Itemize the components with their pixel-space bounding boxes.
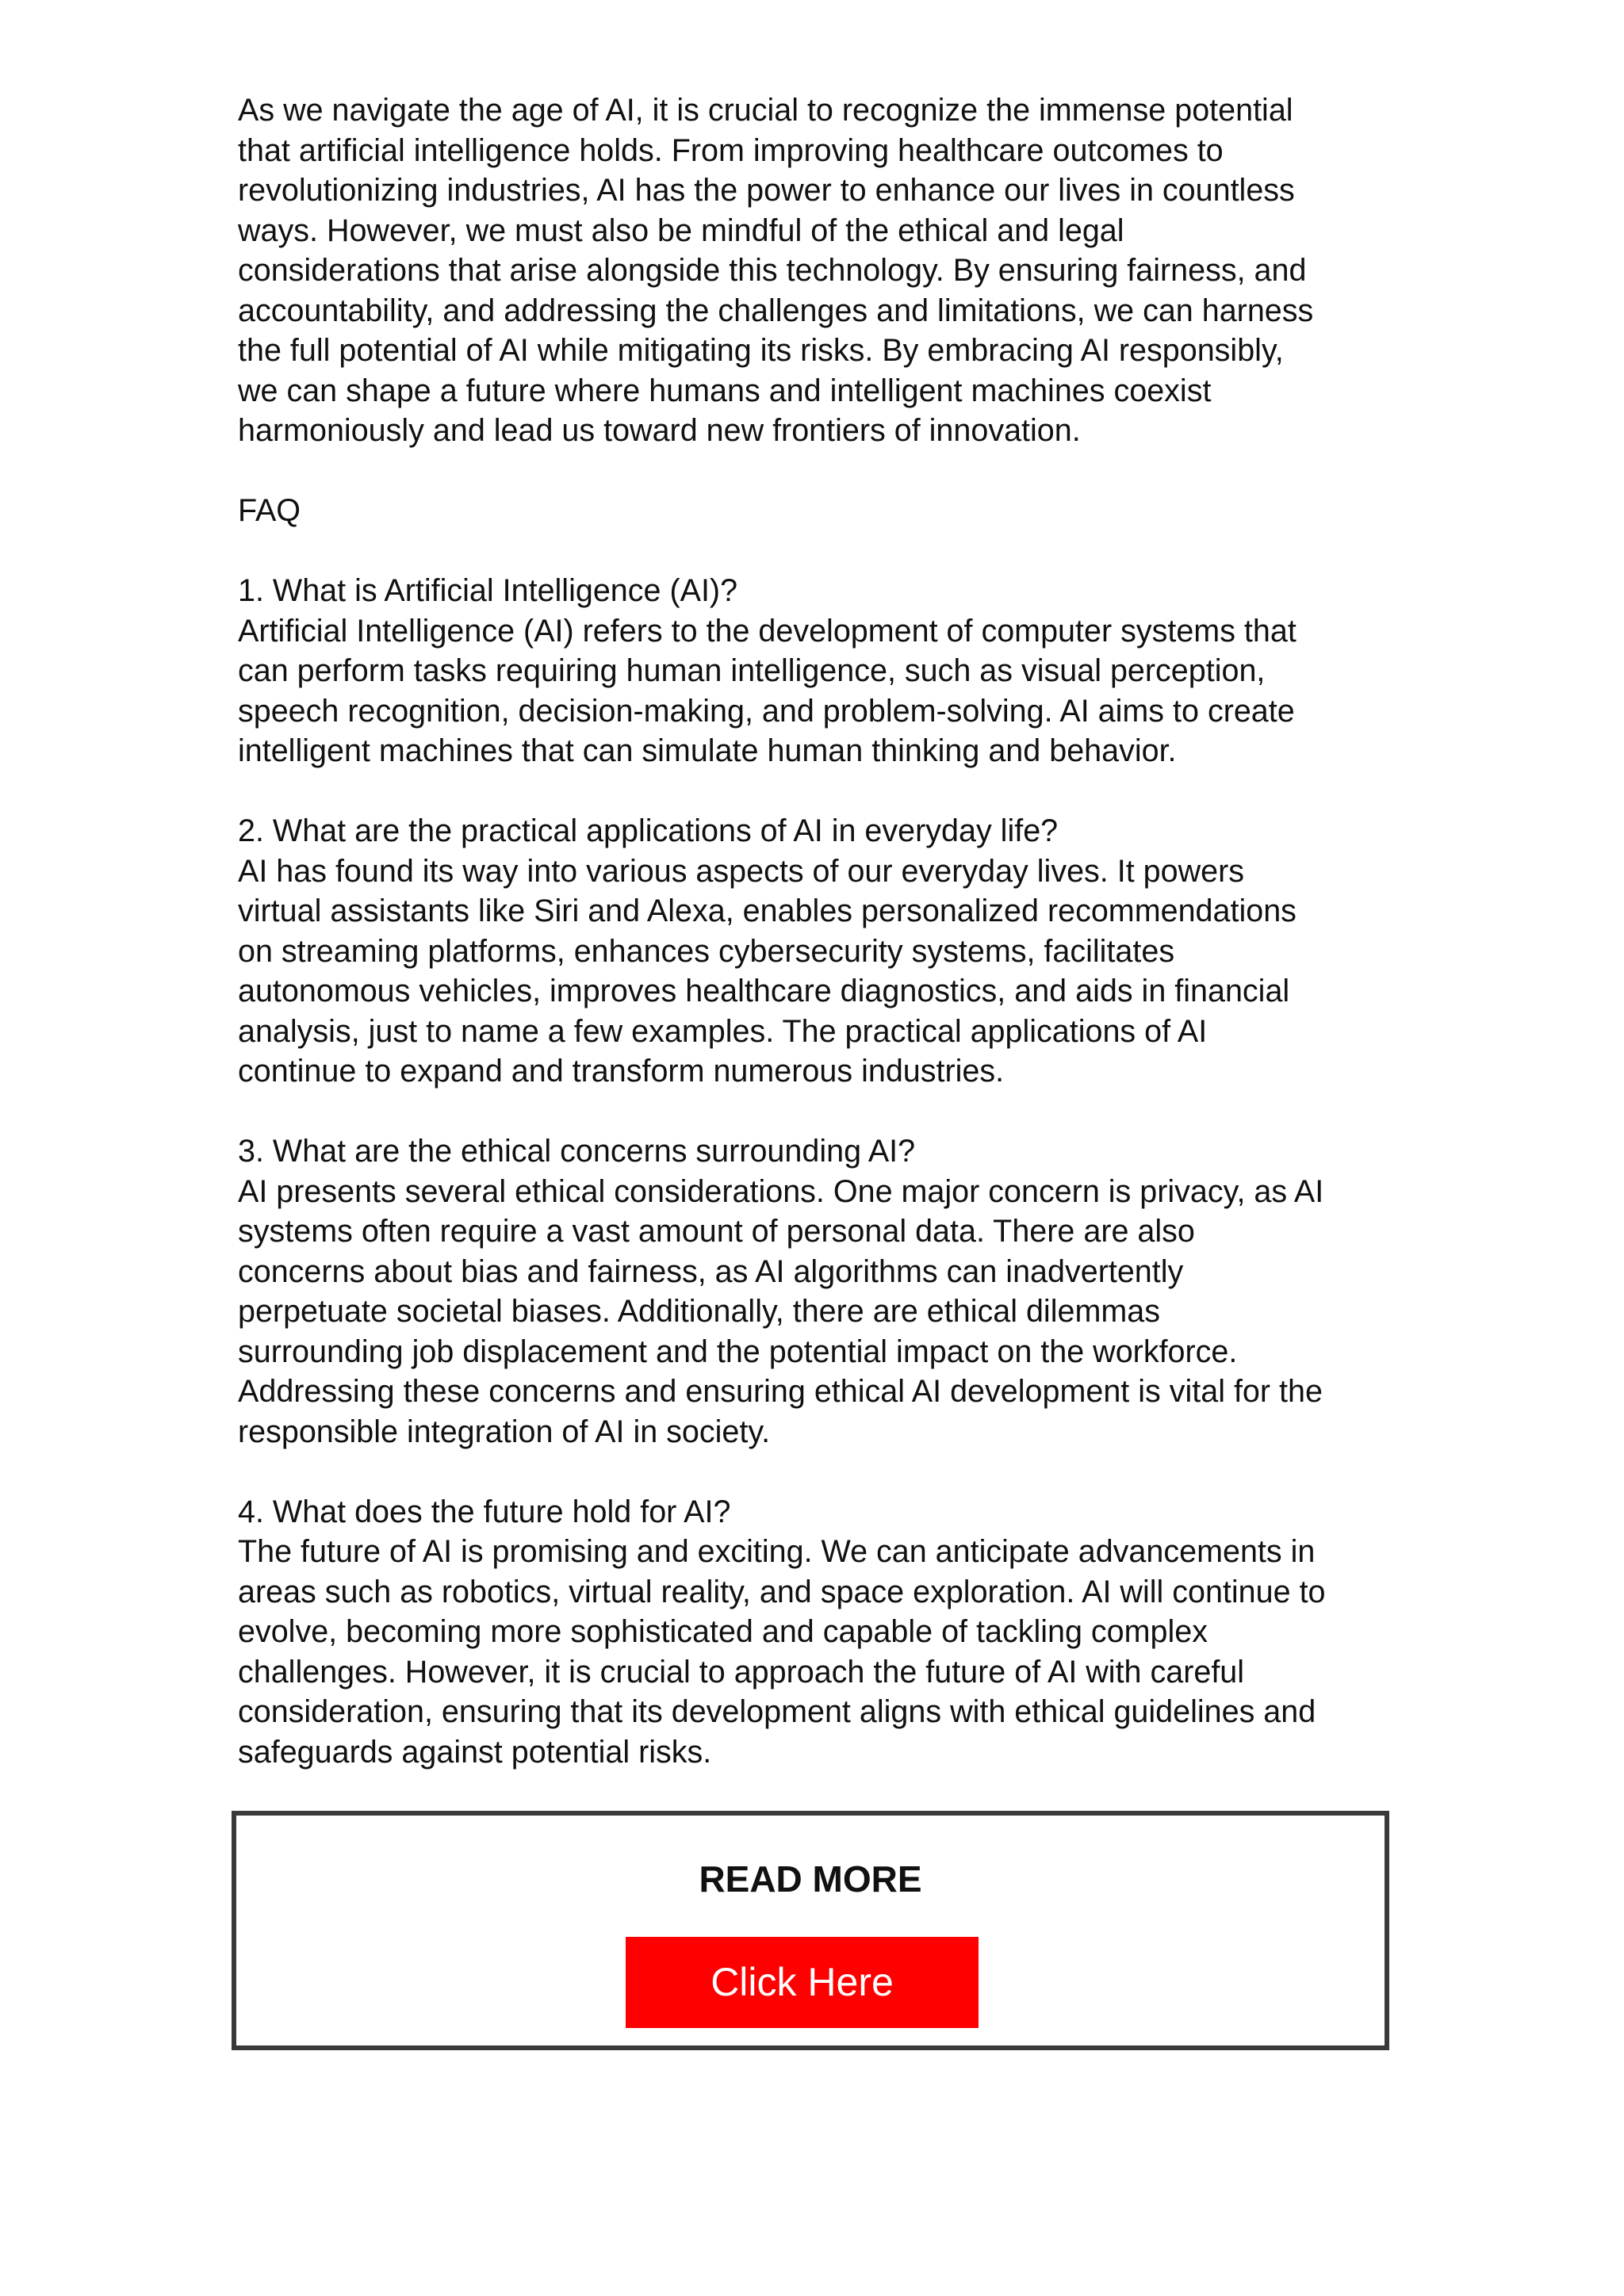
faq-answer-line: perpetuate societal biases. Additionally, there are ethical dilemmas bbox=[238, 1294, 1160, 1329]
spacer bbox=[238, 531, 1396, 572]
faq-answer-line: responsible integration of AI in society. bbox=[238, 1414, 771, 1449]
faq-answer-line: concerns about bias and fairness, as AI algorithms can inadvertently bbox=[238, 1253, 1184, 1289]
intro-line: accountability, and addressing the challenges and limitations, we can harness bbox=[238, 293, 1314, 328]
faq-question: 4. What does the future hold for AI? bbox=[238, 1494, 731, 1529]
faq-answer-line: The future of AI is promising and exciting. We can anticipate advancements in bbox=[238, 1534, 1316, 1569]
faq-question: 1. What is Artificial Intelligence (AI)? bbox=[238, 573, 738, 608]
intro-line: the full potential of AI while mitigating its risks. By embracing AI responsibly, bbox=[238, 333, 1284, 368]
faq-answer-line: AI has found its way into various aspects of our everyday lives. It powers bbox=[238, 853, 1244, 889]
intro-line: harmoniously and lead us toward new frontiers of innovation. bbox=[238, 413, 1081, 448]
intro-line: we can shape a future where humans and intelligent machines coexist bbox=[238, 373, 1212, 408]
click-here-button[interactable]: Click Here bbox=[626, 1937, 979, 2028]
spacer bbox=[238, 451, 1396, 492]
faq-item-1 bbox=[238, 571, 1396, 771]
faq-heading: FAQ bbox=[238, 493, 301, 528]
faq-answer-line: safeguards against potential risks. bbox=[238, 1734, 712, 1770]
faq-answer-line: virtual assistants like Siri and Alexa, enables personalized recommendations bbox=[238, 894, 1297, 928]
faq-item-2 bbox=[238, 811, 1396, 1092]
faq-answer-line: Artificial Intelligence (AI) refers to the development of computer systems that bbox=[238, 613, 1297, 649]
faq-answer-line: speech recognition, decision-making, and problem-solving. AI aims to create bbox=[238, 693, 1295, 729]
faq-question: 3. What are the ethical concerns surrounding AI? bbox=[238, 1134, 916, 1169]
intro-line: that artificial intelligence holds. From improving healthcare outcomes to bbox=[238, 132, 1224, 168]
faq-answer-line: can perform tasks requiring human intelligence, such as visual perception, bbox=[238, 653, 1266, 688]
faq-answer-line: evolve, becoming more sophisticated and capable of tackling complex bbox=[238, 1614, 1208, 1649]
read-more-box bbox=[232, 1811, 1389, 2050]
spacer bbox=[238, 1092, 1396, 1132]
intro-line: As we navigate the age of AI, it is crucial to recognize the immense potential bbox=[238, 93, 1293, 128]
faq-item-4 bbox=[238, 1492, 1396, 1773]
faq-answer-line: areas such as robotics, virtual reality, and space exploration. AI will continue to bbox=[238, 1574, 1326, 1609]
faq-item-3 bbox=[238, 1131, 1396, 1452]
faq-question: 2. What are the practical applications of AI in everyday life? bbox=[238, 813, 1059, 848]
article-body bbox=[238, 90, 1396, 1772]
spacer bbox=[238, 771, 1396, 812]
intro-line: ways. However, we must also be mindful of the ethical and legal bbox=[238, 212, 1124, 248]
faq-answer-line: surrounding job displacement and the potential impact on the workforce. bbox=[238, 1334, 1238, 1369]
spacer bbox=[238, 1452, 1396, 1492]
intro-line: considerations that arise alongside this technology. By ensuring fairness, and bbox=[238, 253, 1307, 288]
faq-answer-line: AI presents several ethical considerations. One major concern is privacy, as AI bbox=[238, 1173, 1324, 1209]
faq-answer-line: systems often require a vast amount of personal data. There are also bbox=[238, 1214, 1195, 1249]
faq-answer-line: intelligent machines that can simulate human thinking and behavior. bbox=[238, 733, 1177, 768]
intro-paragraph bbox=[238, 90, 1396, 451]
faq-answer-line: analysis, just to name a few examples. The practical applications of AI bbox=[238, 1013, 1208, 1049]
faq-answer-line: on streaming platforms, enhances cybersecurity systems, facilitates bbox=[238, 933, 1175, 969]
faq-answer-line: consideration, ensuring that its development aligns with ethical guidelines and bbox=[238, 1694, 1316, 1729]
faq-answer-line: Addressing these concerns and ensuring ethical AI development is vital for the bbox=[238, 1374, 1323, 1409]
faq-answer-line: continue to expand and transform numerous industries. bbox=[238, 1054, 1005, 1089]
faq-answer-line: autonomous vehicles, improves healthcare diagnostics, and aids in financial bbox=[238, 974, 1290, 1008]
faq-answer-line: challenges. However, it is crucial to approach the future of AI with careful bbox=[238, 1654, 1245, 1689]
intro-line: revolutionizing industries, AI has the power to enhance our lives in countless bbox=[238, 173, 1295, 208]
read-more-heading: READ MORE bbox=[699, 1858, 922, 1900]
